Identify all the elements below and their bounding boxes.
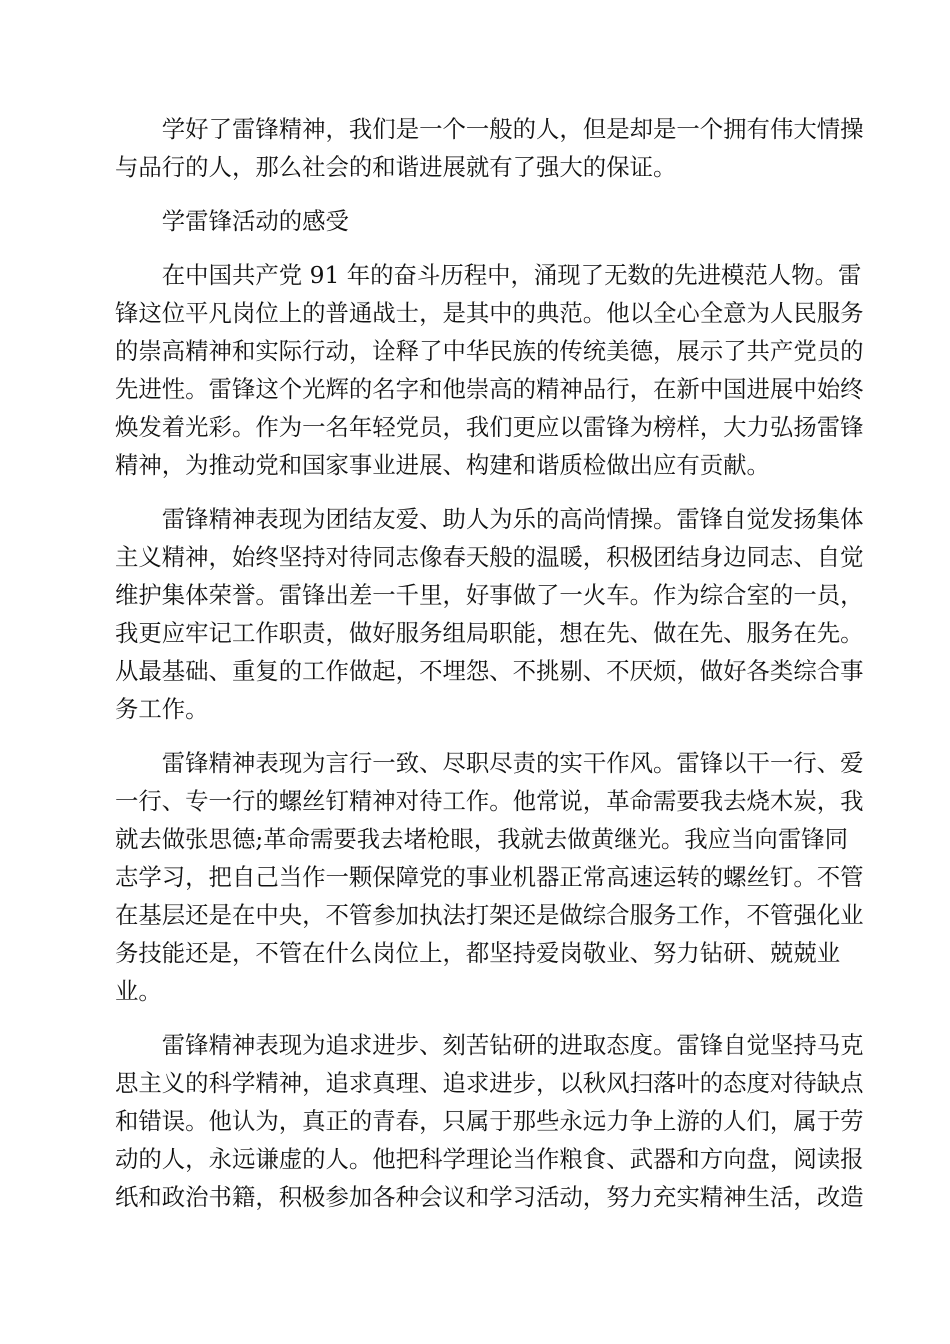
paragraph-line: 纸和政治书籍，积极参加各种会议和学习活动，努力充实精神生活，改造 xyxy=(115,1183,864,1211)
paragraph-line: 在中国共产党 91 年的奋斗历程中，涌现了无数的先进模范人物。雷 xyxy=(161,261,862,289)
paragraph-line: 精神，为推动党和国家事业进展、构建和谐质检做出应有贡献。 xyxy=(115,451,770,479)
paragraph-1 xyxy=(115,110,864,186)
paragraph-line: 思主义的科学精神，追求真理、追求进步，以秋风扫落叶的态度对待缺点 xyxy=(115,1069,864,1097)
paragraph-line: 雷锋精神表现为言行一致、尽职尽责的实干作风。雷锋以干一行、爱 xyxy=(161,749,864,777)
paragraph-line: 的崇高精神和实际行动，诠释了中华民族的传统美德，展示了共产党员的 xyxy=(115,337,864,365)
paragraph-line: 雷锋精神表现为团结友爱、助人为乐的高尚情操。雷锋自觉发扬集体 xyxy=(161,505,864,533)
paragraph-line: 志学习，把自己当作一颗保障党的事业机器正常高速运转的螺丝钉。不管 xyxy=(115,863,864,891)
paragraph-line: 焕发着光彩。作为一名年轻党员，我们更应以雷锋为榜样，大力弘扬雷锋 xyxy=(115,413,864,441)
paragraph-line: 就去做张思德;革命需要我去堵枪眼，我就去做黄继光。我应当向雷锋同 xyxy=(115,825,848,853)
paragraph-line: 业。 xyxy=(115,977,162,1005)
paragraph-line: 动的人，永远谦虚的人。他把科学理论当作粮食、武器和方向盘，阅读报 xyxy=(115,1145,864,1173)
paragraph-line: 学好了雷锋精神，我们是一个一般的人，但是却是一个拥有伟大情操 xyxy=(161,115,864,143)
section-heading: 学雷锋活动的感受 xyxy=(161,207,349,235)
paragraph-line: 雷锋精神表现为追求进步、刻苦钻研的进取态度。雷锋自觉坚持马克 xyxy=(161,1031,864,1059)
paragraph-line: 在基层还是在中央，不管参加执法打架还是做综合服务工作，不管强化业 xyxy=(115,901,864,929)
paragraph-line: 与品行的人，那么社会的和谐进展就有了强大的保证。 xyxy=(115,153,677,181)
paragraph-5 xyxy=(115,1026,864,1216)
paragraph-line: 锋这位平凡岗位上的普通战士，是其中的典范。他以全心全意为人民服务 xyxy=(115,299,864,327)
paragraph-line: 维护集体荣誉。雷锋出差一千里，好事做了一火车。作为综合室的一员， xyxy=(115,581,864,609)
paragraph-line: 从最基础、重复的工作做起，不埋怨、不挑剔、不厌烦，做好各类综合事 xyxy=(115,657,864,685)
paragraph-line: 务技能还是，不管在什么岗位上，都坚持爱岗敬业、努力钻研、兢兢业 xyxy=(115,939,841,967)
paragraph-3 xyxy=(115,500,864,728)
paragraph-2 xyxy=(115,256,864,484)
paragraph-line: 一行、专一行的螺丝钉精神对待工作。他常说，革命需要我去烧木炭，我 xyxy=(115,787,864,815)
paragraph-4 xyxy=(115,744,864,1010)
paragraph-line: 务工作。 xyxy=(115,695,209,723)
paragraph-line: 主义精神，始终坚持对待同志像春天般的温暖，积极团结身边同志、自觉 xyxy=(115,543,864,571)
paragraph-line: 我更应牢记工作职责，做好服务组局职能，想在先、做在先、服务在先。 xyxy=(115,619,864,647)
document-body xyxy=(115,110,864,1232)
paragraph-line: 先进性。雷锋这个光辉的名字和他崇高的精神品行，在新中国进展中始终 xyxy=(115,375,864,403)
paragraph-line: 和错误。他认为，真正的青春，只属于那些永远力争上游的人们，属于劳 xyxy=(115,1107,864,1135)
